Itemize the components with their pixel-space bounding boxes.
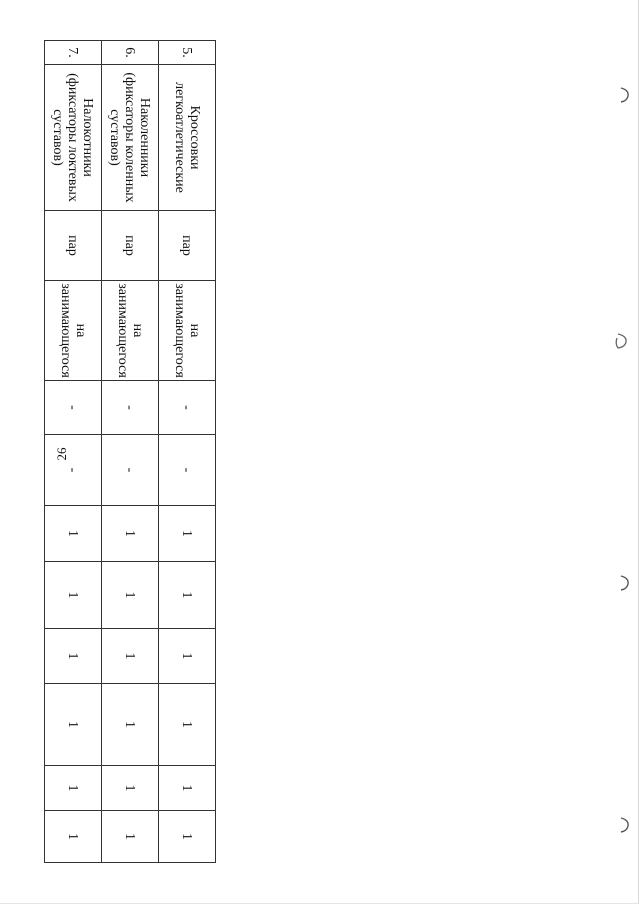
item-name: Налокотники (фиксаторы локтевых суставов) <box>45 65 102 211</box>
count-cell: - <box>102 435 159 506</box>
count-cell: 1 <box>159 811 216 863</box>
unit-cell: пар <box>102 211 159 281</box>
count-cell: 1 <box>45 506 102 562</box>
count-cell: 1 <box>45 811 102 863</box>
scan-mark-3 <box>618 574 632 592</box>
count-cell: 1 <box>45 684 102 766</box>
count-cell: - <box>45 435 102 506</box>
table-row <box>45 41 102 863</box>
count-cell: - <box>159 381 216 435</box>
rotated-table-wrapper <box>44 40 216 863</box>
count-cell: 1 <box>102 506 159 562</box>
count-cell: 1 <box>45 766 102 811</box>
row-number: 6. <box>102 41 159 65</box>
per-unit-cell: на занимающегося <box>159 281 216 381</box>
count-cell: - <box>102 381 159 435</box>
table-row <box>159 41 216 863</box>
count-cell: 1 <box>159 506 216 562</box>
count-cell: 1 <box>159 562 216 629</box>
page-number: 26 <box>54 447 69 461</box>
row-number: 5. <box>159 41 216 65</box>
count-cell: 1 <box>159 629 216 684</box>
scan-mark-2 <box>614 332 628 350</box>
equipment-table <box>44 40 216 863</box>
count-cell: - <box>159 435 216 506</box>
count-cell: 1 <box>45 629 102 684</box>
count-cell: 1 <box>102 766 159 811</box>
unit-cell: пар <box>159 211 216 281</box>
count-cell: 1 <box>102 629 159 684</box>
scan-mark-4 <box>618 816 632 834</box>
scan-mark-1 <box>618 86 632 104</box>
count-cell: 1 <box>45 562 102 629</box>
count-cell: 1 <box>102 811 159 863</box>
item-name: Наколенники (фиксаторы коленных суставов) <box>102 65 159 211</box>
item-name: Кроссовки легкоатлетические <box>159 65 216 211</box>
per-unit-cell: на занимающегося <box>45 281 102 381</box>
count-cell: - <box>45 381 102 435</box>
count-cell: 1 <box>102 562 159 629</box>
count-cell: 1 <box>159 684 216 766</box>
table-row <box>102 41 159 863</box>
row-number: 7. <box>45 41 102 65</box>
count-cell: 1 <box>159 766 216 811</box>
per-unit-cell: на занимающегося <box>102 281 159 381</box>
count-cell: 1 <box>102 684 159 766</box>
unit-cell: пар <box>45 211 102 281</box>
